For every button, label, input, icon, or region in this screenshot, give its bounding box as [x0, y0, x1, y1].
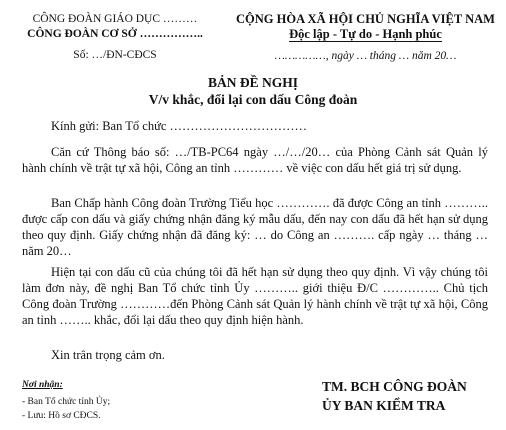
union-base-name: CÔNG ĐOÀN CƠ SỞ …………….. — [27, 28, 203, 40]
recipients-label: Nơi nhận: — [22, 380, 63, 390]
document-title: BẢN ĐỀ NGHỊ — [207, 75, 298, 90]
paragraph-basis: Căn cứ Thông báo số: …/TB-PC64 ngày …/…/20… của Phòng Cảnh sát Quản lý hành chính về trật tự xã hội, Công an tỉnh ………… về việc con dấu hết giá trị sử dụng. — [22, 145, 488, 175]
recipient-item: - Ban Tổ chức tỉnh Ủy; — [22, 397, 111, 407]
signature-org: TM. BCH CÔNG ĐOÀN — [322, 379, 467, 394]
paragraph-background: Ban Chấp hành Công đoàn Trường Tiểu học …………. đã được Công an tỉnh ……….. được cấp con dấu và giấy chứng nhận đăng ký mẫu dấu, đến nay con dấu đã hết hạn sử dụng theo quy định. Giấy chứng nhận đã đăng ký: … do Công an ………. cấp ngày … tháng … năm 20… — [22, 196, 488, 258]
national-motto — [225, 27, 506, 42]
recipient-item: - Lưu: Hồ sơ CĐCS. — [22, 411, 101, 421]
paragraph-request: Hiện tại con dấu cũ của chúng tôi đã hết hạn sử dụng theo quy định. Vì vậy chúng tôi làm đơn này, đề nghị Ban Tổ chức tỉnh Ủy ……….. giới thiệu Đ/C ………….. Chủ tịch Công đoàn Trường …………đến Phòng Cảnh sát Quản lý hành chính về trật tự xã hội, Công an tỉnh …….. khắc, đổi lại dấu theo quy định hiện hành. — [22, 265, 488, 327]
union-top-name: CÔNG ĐOÀN GIÁO DỤC ……… — [32, 13, 198, 25]
place-date: ……………, ngày … tháng … năm 20… — [274, 50, 457, 62]
document-number: Số: …/ĐN-CĐCS — [73, 49, 157, 61]
closing-line: Xin trân trọng cảm ơn. — [51, 348, 165, 362]
recipient-line: Kính gửi: Ban Tổ chức …………………………… — [51, 119, 308, 133]
signature-committee: ỦY BAN KIỂM TRA — [322, 398, 446, 413]
nation-name: CỘNG HÒA XÃ HỘI CHỦ NGHĨA VIỆT NAM — [236, 12, 495, 26]
document-subject: V/v khắc, đổi lại con dấu Công đoàn — [148, 92, 358, 107]
national-motto-text: Độc lập - Tự do - Hạnh phúc — [289, 27, 442, 41]
